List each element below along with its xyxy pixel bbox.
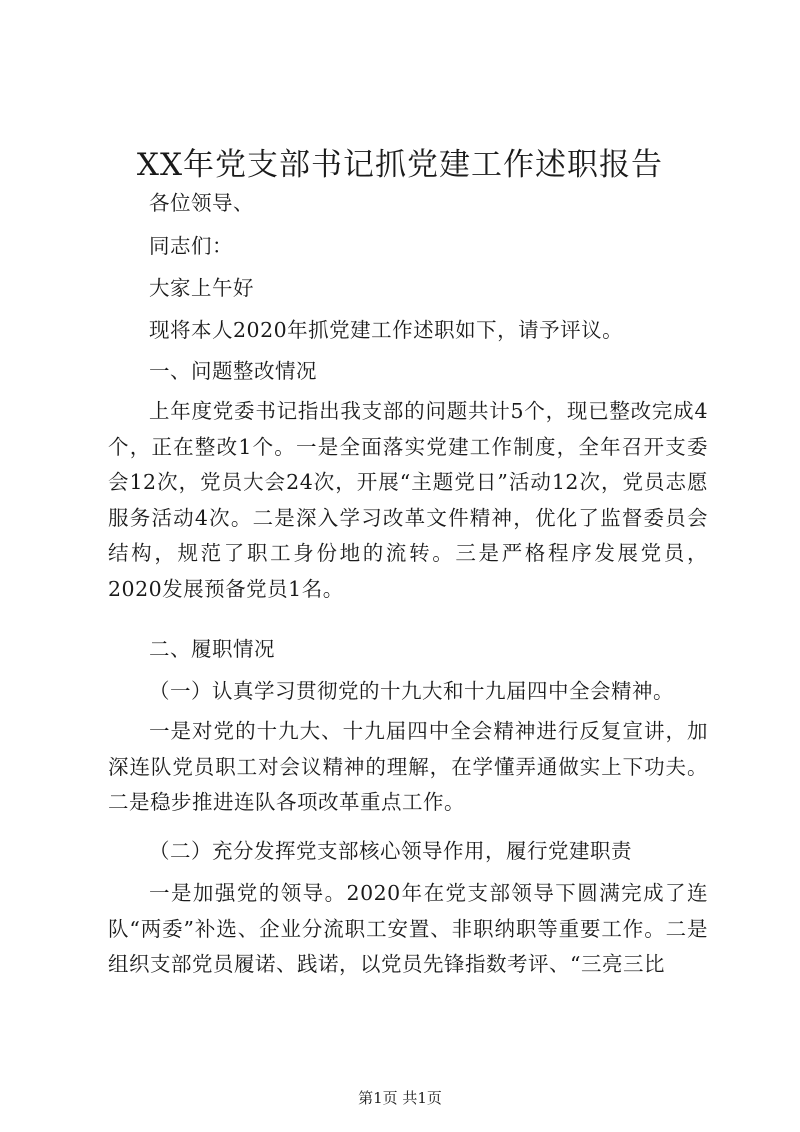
subsection-heading-2: （二）充分发挥党支部核心领导作用，履行党建职责 [149, 839, 632, 863]
body-paragraph-rectification: 上年度党委书记指出我支部的问题共计5个，现已整改完成4个，正在整改1个。一是全面落实党建工作制度，全年召开支委会12次，党员大会24次，开展“主题党日”活动12次，党员志愿服务活动4次。二是深入学习改革文件精神，优化了监督委员会结构，规范了职工身份地的流转。三是严格程序发展党员，2020发展预备党员1名。 [108, 399, 708, 601]
salutation-comrades: 同志们： [149, 234, 233, 258]
section-heading-1: 一、问题整改情况 [149, 359, 317, 383]
intro-paragraph: 现将本人2020年抓党建工作述职如下，请予评议。 [149, 318, 624, 342]
document-title: XX年党支部书记抓党建工作述职报告 [136, 147, 664, 183]
subsection-heading-1: （一）认真学习贯彻党的十九大和十九届四中全会精神。 [149, 679, 674, 703]
section-heading-2: 二、履职情况 [149, 637, 275, 661]
greeting: 大家上午好 [149, 276, 254, 300]
page-footer: 第1页 共1页 [358, 1089, 442, 1107]
body-paragraph-study: 一是对党的十九大、十九届四中全会精神进行反复宣讲，加深连队党员职工对会议精神的理解，在学懂弄通做实上下功夫。二是稳步推进连队各项改革重点工作。 [108, 719, 708, 815]
body-paragraph-leadership: 一是加强党的领导。2020年在党支部领导下圆满完成了连队“两委”补选、企业分流职工安置、非职纳职等重要工作。二是组织支部党员履诺、践诺，以党员先锋指数考评、“三亮三比 [108, 881, 708, 977]
salutation-leaders: 各位领导、 [149, 191, 254, 215]
